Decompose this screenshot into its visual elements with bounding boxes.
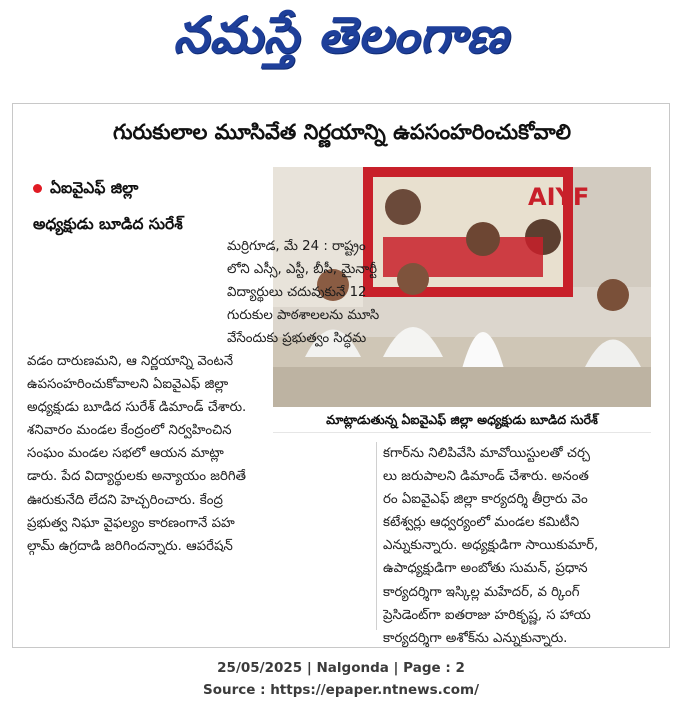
col2-line: ఊరుకునేది లేదని హెచ్చరించారు. కేంద్ర bbox=[27, 492, 223, 508]
masthead bbox=[0, 0, 682, 82]
article-headline: గురుకులాల మూసివేత నిర్ణయాన్ని ఉపసంహరించుకోవాలి bbox=[113, 120, 571, 144]
bullet-dot-icon bbox=[33, 184, 42, 193]
footer-date-edition: 25/05/2025 | Nalgonda | Page : 2 bbox=[217, 660, 465, 676]
col1-line: విద్యార్థులు చదువుకునే 12 bbox=[227, 285, 367, 301]
col1-line: మర్రిగూడ, మే 24 : రాష్ట్రం bbox=[227, 239, 366, 254]
col1-line: వేసేందుకు ప్రభుత్వం సిద్ధమ bbox=[227, 331, 367, 347]
column-2 bbox=[27, 350, 371, 558]
col3-line: రం ఏఐవైఎఫ్ జిల్లా కార్యదర్శి తీర్రారు వెం bbox=[383, 492, 588, 508]
col1-line: లోని ఎస్సీ, ఎస్టీ, బీసీ, మైనార్టీ bbox=[227, 262, 378, 278]
col3-line: కగార్‌ను నిలిపివేసి మావోయిస్టులతో చర్చ bbox=[383, 446, 590, 461]
col2-line: ల్గామ్ ఉగ్రదాడి జరిగిందన్నారు. ఆపరేషన్ bbox=[27, 538, 233, 554]
banner-text: AIYF bbox=[528, 183, 590, 211]
newspaper-logo: నమస్తే తెలంగాణ bbox=[173, 5, 509, 64]
column-3 bbox=[383, 442, 655, 650]
col3-line: ఎన్నుకున్నారు. అధ్యక్షుడిగా సాయికుమార్, bbox=[383, 538, 599, 554]
subhead-line-1: ఏఐవైఎఫ్ జిల్లా bbox=[50, 179, 139, 197]
col3-line: కటేశ్వర్లు ఆధ్వర్యంలో మండల కమిటీని bbox=[383, 515, 580, 531]
col2-line: ప్రభుత్వ నిఘా వైఫల్యం కారణంగానే పహ bbox=[27, 515, 235, 531]
col3-line: కార్యదర్శిగా ఇస్కిల్ల మహేదర్, వ ర్కింగ్ bbox=[383, 584, 580, 600]
news-clipping bbox=[12, 103, 670, 648]
col3-line: కార్యదర్శిగా అశోక్‌ను ఎన్నుకున్నారు. bbox=[383, 630, 568, 646]
col3-line: ప్రెసిడెంట్‌గా ఐతరాజు హరికృష్ణ, స హాయ bbox=[383, 607, 591, 623]
footer-source-link[interactable]: Source : https://epaper.ntnews.com/ bbox=[202, 682, 480, 698]
column-1 bbox=[227, 235, 473, 350]
subhead-line-2: అధ్యక్షుడు బూడిద సురేశ్ bbox=[33, 215, 183, 233]
article-subhead bbox=[33, 170, 278, 242]
page-footer bbox=[0, 657, 682, 701]
col3-line: లు జరుపాలని డిమాండ్ చేశారు. అనంత bbox=[383, 469, 589, 485]
col2-line: శనివారం మండల కేంద్రంలో నిర్వహించిన bbox=[27, 423, 232, 439]
col1-line: గురుకుల పాఠశాలలను మూసి bbox=[227, 308, 380, 324]
col2-line: డారు. పేద విద్యార్థులకు అన్యాయం జరిగితే bbox=[27, 469, 246, 485]
col3-line: ఉపాధ్యక్షుడిగా అంబోతు సుమన్, ప్రధాన bbox=[383, 561, 588, 577]
photo-caption: మాట్లాడుతున్న ఏఐవైఎఫ్ జిల్లా అధ్యక్షుడు బూడిద సురేశ్ bbox=[273, 407, 651, 433]
column-divider bbox=[376, 442, 377, 630]
col2-line: ఉపసంహరించుకోవాలని ఏఐవైఎఫ్ జిల్లా bbox=[27, 377, 229, 393]
col2-line: అధ్యక్షుడు బూడిద సురేశ్ డిమాండ్ చేశారు. bbox=[27, 400, 247, 416]
col2-line: వడం దారుణమని, ఆ నిర్ణయాన్ని వెంటనే bbox=[27, 354, 234, 369]
col2-line: సంఘం మండల సభలో ఆయన మాట్లా bbox=[27, 446, 224, 462]
